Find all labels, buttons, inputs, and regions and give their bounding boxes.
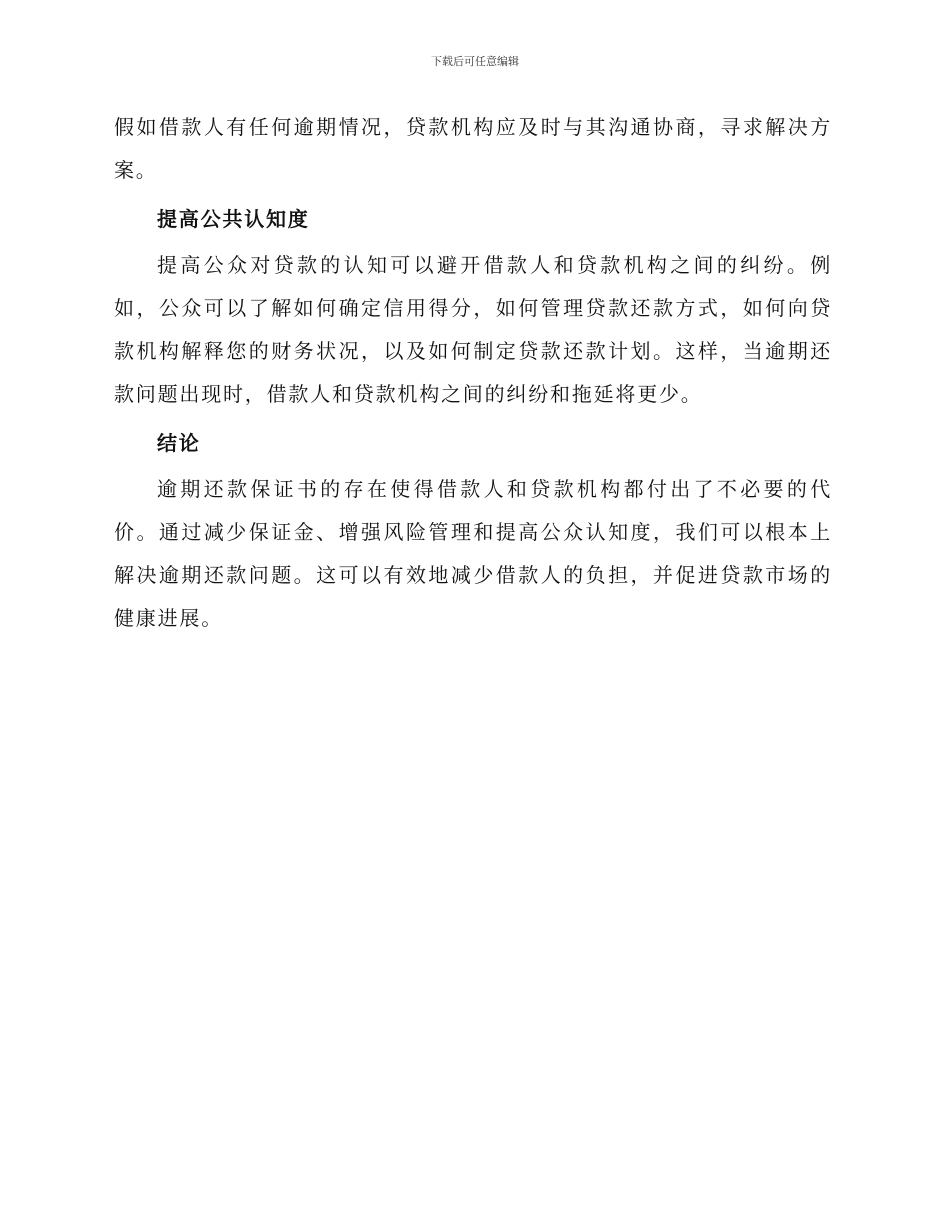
section-heading-conclusion: 结论 [157,431,201,455]
page-header: 下载后可任意编辑 [431,55,519,68]
section-heading-public-awareness: 提高公共认知度 [157,207,310,231]
paragraph-public-awareness: 提高公众对贷款的认知可以避开借款人和贷款机构之间的纠纷。例如，公众可以了解如何确定信用得分，如何管理贷款还款方式，如何向贷款机构解释您的财务状况，以及如何制定贷款还款计划。这样，当逾期还款问题出现时，借款人和贷款机构之间的纠纷和拖延将更少。 [114,253,832,406]
paragraph-overdue-communication: 假如借款人有任何逾期情况，贷款机构应及时与其沟通协商，寻求解决方案。 [114,115,832,182]
document-body [114,106,832,640]
paragraph-conclusion: 逾期还款保证书的存在使得借款人和贷款机构都付出了不必要的代价。通过减少保证金、增强风险管理和提高公众认知度，我们可以根本上解决逾期还款问题。这可以有效地减少借款人的负担，并促进贷款市场的健康进展。 [114,477,832,630]
